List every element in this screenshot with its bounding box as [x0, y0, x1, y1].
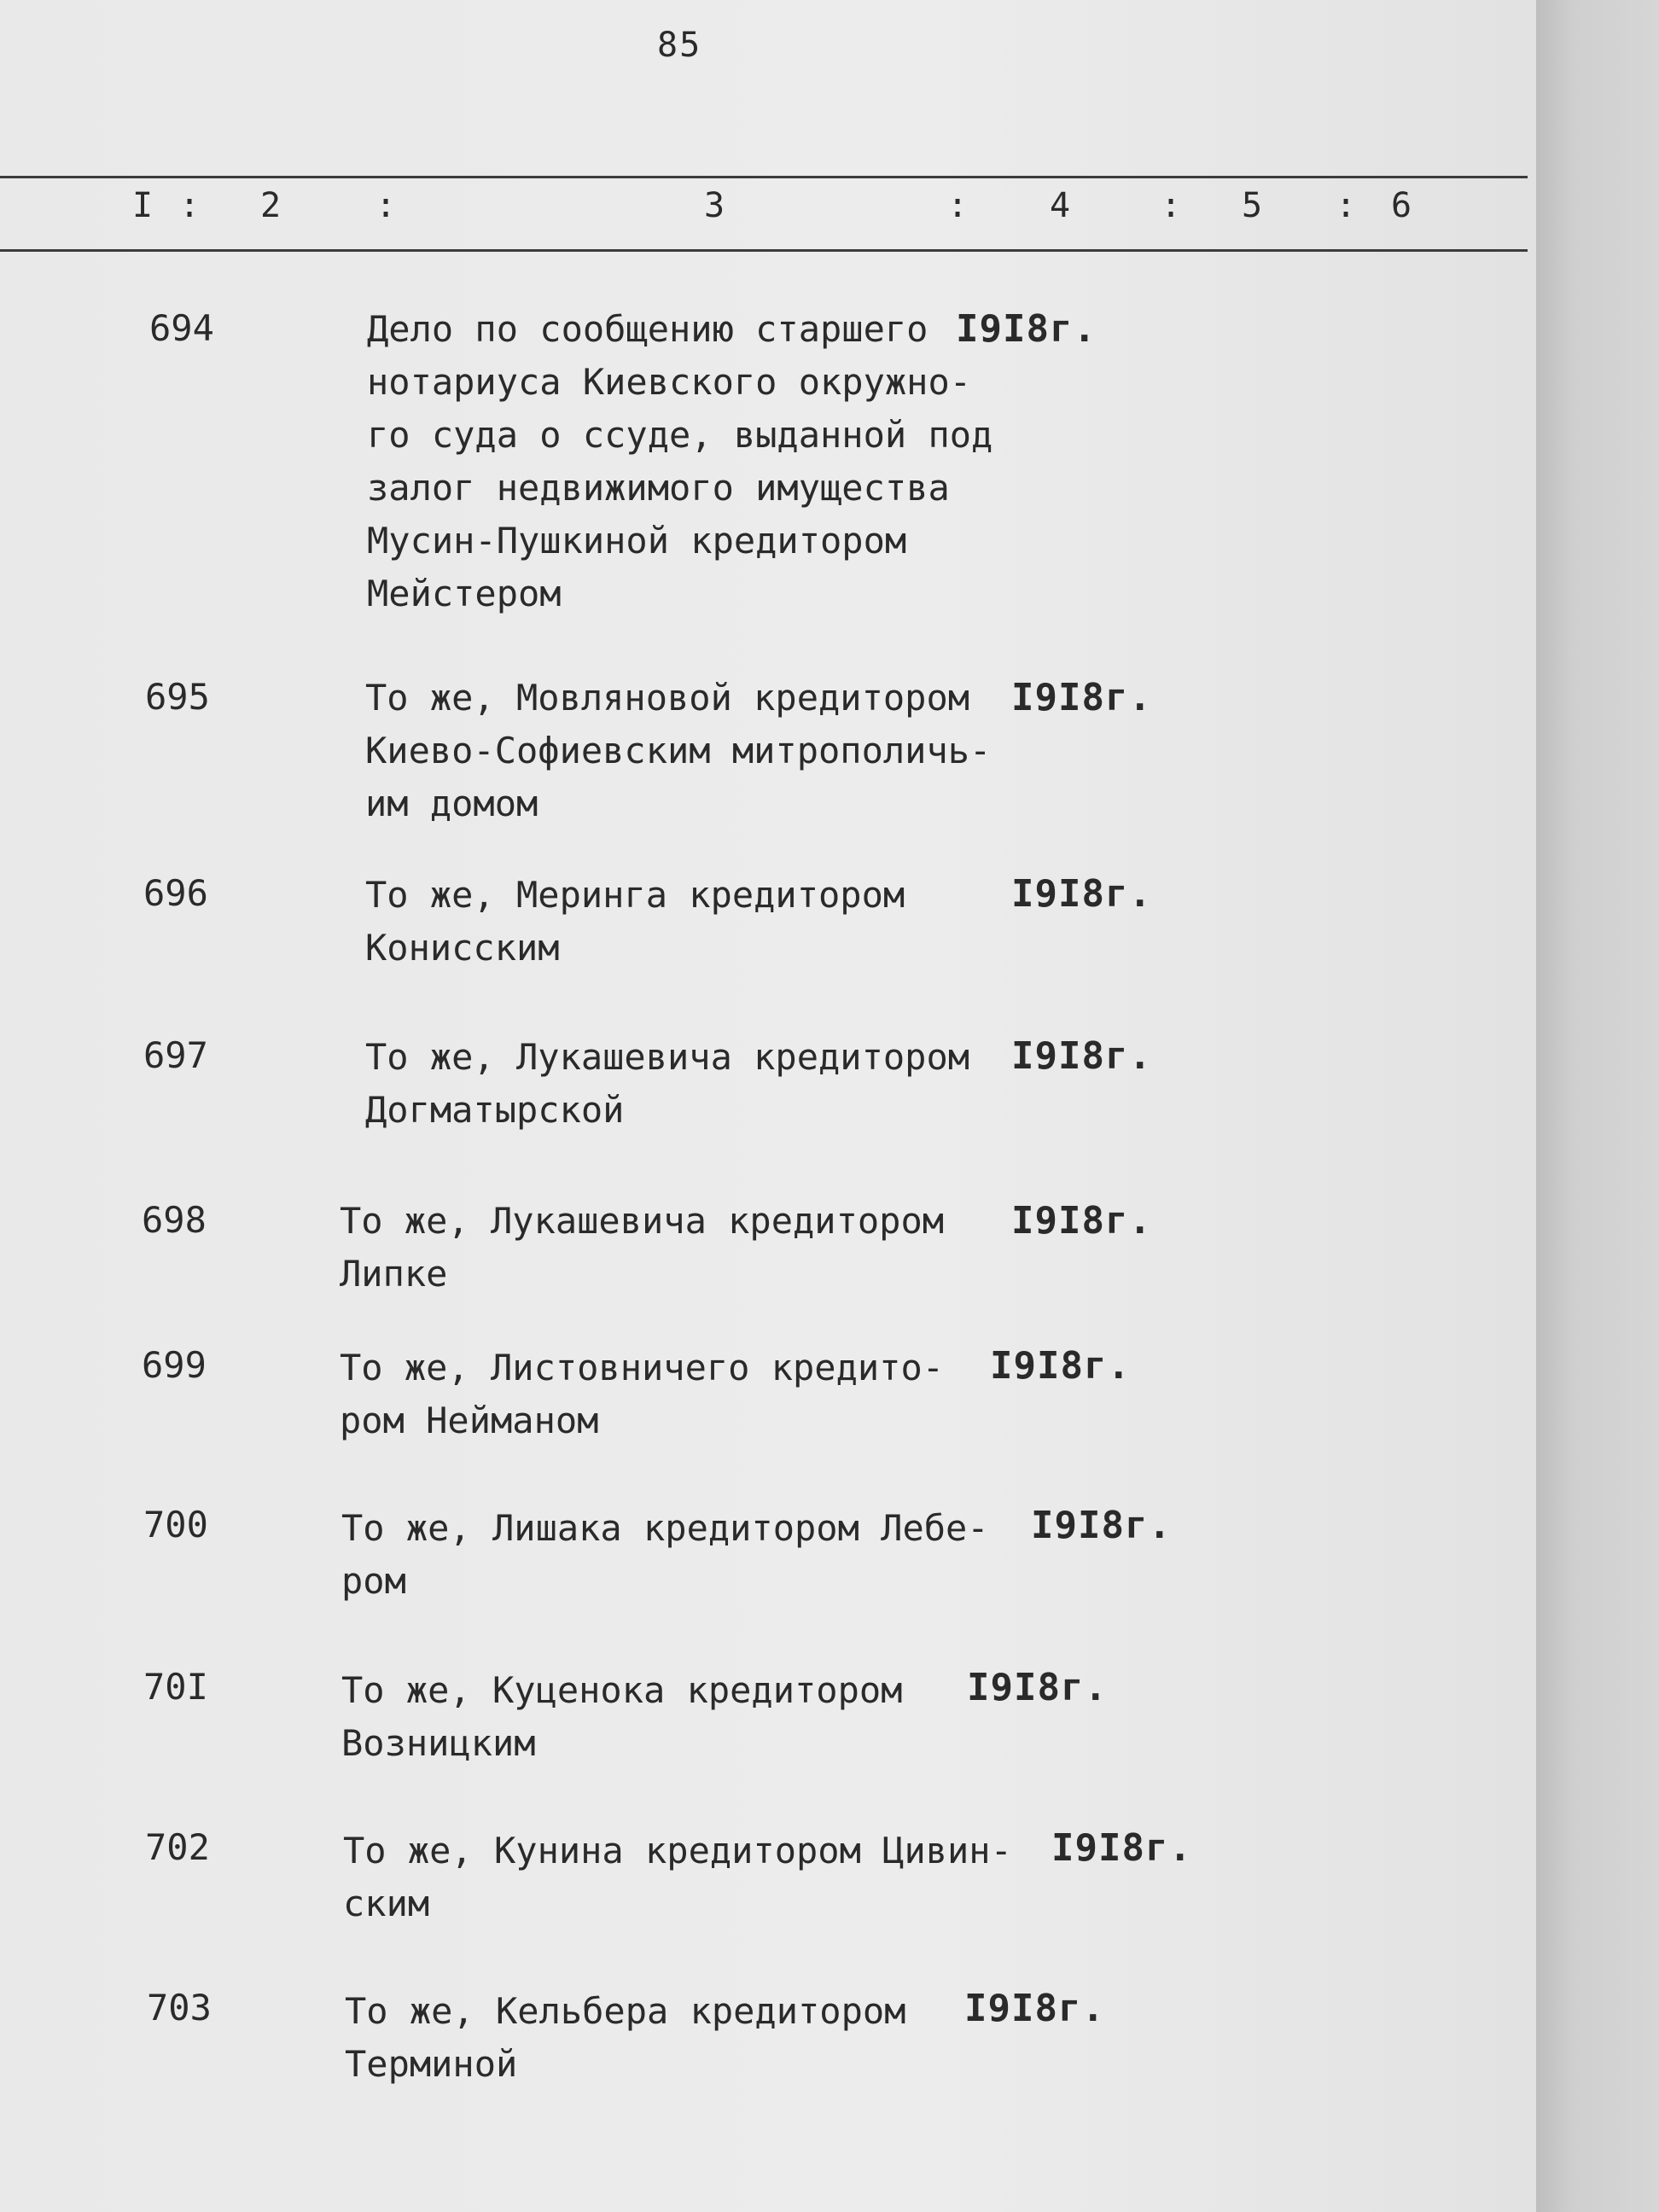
entry-year: I9I8г.	[956, 307, 1097, 351]
entry-year: I9I8г.	[1051, 1826, 1192, 1870]
column-separator: :	[179, 186, 201, 225]
page-number: 85	[657, 26, 702, 65]
column-header-5: 5	[1242, 186, 1263, 225]
column-header-2: 2	[260, 186, 282, 225]
column-header-3: 3	[704, 186, 725, 225]
entry-year: I9I8г.	[1031, 1504, 1172, 1547]
entry-year: I9I8г.	[964, 1987, 1105, 2030]
entry-description: То же, Лукашевича кредитором Догматырской	[365, 1036, 970, 1131]
entry-number: 702	[145, 1826, 210, 1868]
entry-number: 696	[143, 872, 208, 914]
entry-year: I9I8г.	[1011, 1199, 1152, 1243]
entry-description: То же, Листовничего кредито- ром Нейманом	[340, 1347, 945, 1441]
entry-year: I9I8г.	[967, 1666, 1108, 1709]
entry-number: 695	[145, 676, 210, 718]
column-header-1: I	[132, 186, 154, 225]
entry-year: I9I8г.	[990, 1344, 1131, 1388]
header-rule-top	[0, 176, 1528, 178]
entry-number: 697	[143, 1034, 208, 1076]
entry-description: То же, Куценока кредитором Возницким	[341, 1669, 903, 1764]
entry-year: I9I8г.	[1011, 1034, 1152, 1078]
entry-number: 698	[142, 1199, 207, 1241]
entry-number: 694	[149, 307, 214, 349]
entry-description: То же, Кунина кредитором Цивин- ским	[343, 1830, 1012, 1924]
entry-number: 699	[142, 1344, 207, 1386]
column-separator: :	[947, 186, 969, 225]
entry-number: 700	[143, 1504, 208, 1545]
entry-number: 70I	[143, 1666, 208, 1708]
column-header-4: 4	[1050, 186, 1071, 225]
entry-description: То же, Лишака кредитором Лебе- ром	[341, 1507, 989, 1602]
entry-year: I9I8г.	[1011, 872, 1152, 916]
entry-number: 703	[147, 1987, 212, 2029]
entry-description: То же, Кельбера кредитором Терминой	[345, 1990, 906, 2085]
column-separator: :	[1336, 186, 1357, 225]
column-separator: :	[375, 186, 397, 225]
entry-description: То же, Меринга кредитором Конисским	[365, 874, 905, 969]
entry-description: То же, Лукашевича кредитором Липке	[340, 1200, 945, 1295]
column-separator: :	[1161, 186, 1182, 225]
entry-description: Дело по сообщению старшего нотариуса Киевского окружно- го суда о ссуде, выданной под залог недвижимого имущества Мусин-Пушкиной кредитором Мейстером	[367, 308, 993, 614]
entry-description: То же, Мовляновой кредитором Киево-Софиевским митрополичь- им домом	[365, 677, 992, 824]
header-rule-bottom	[0, 249, 1528, 252]
page-edge-shadow	[1536, 0, 1659, 2212]
column-header-6: 6	[1391, 186, 1412, 225]
entry-year: I9I8г.	[1011, 676, 1152, 719]
